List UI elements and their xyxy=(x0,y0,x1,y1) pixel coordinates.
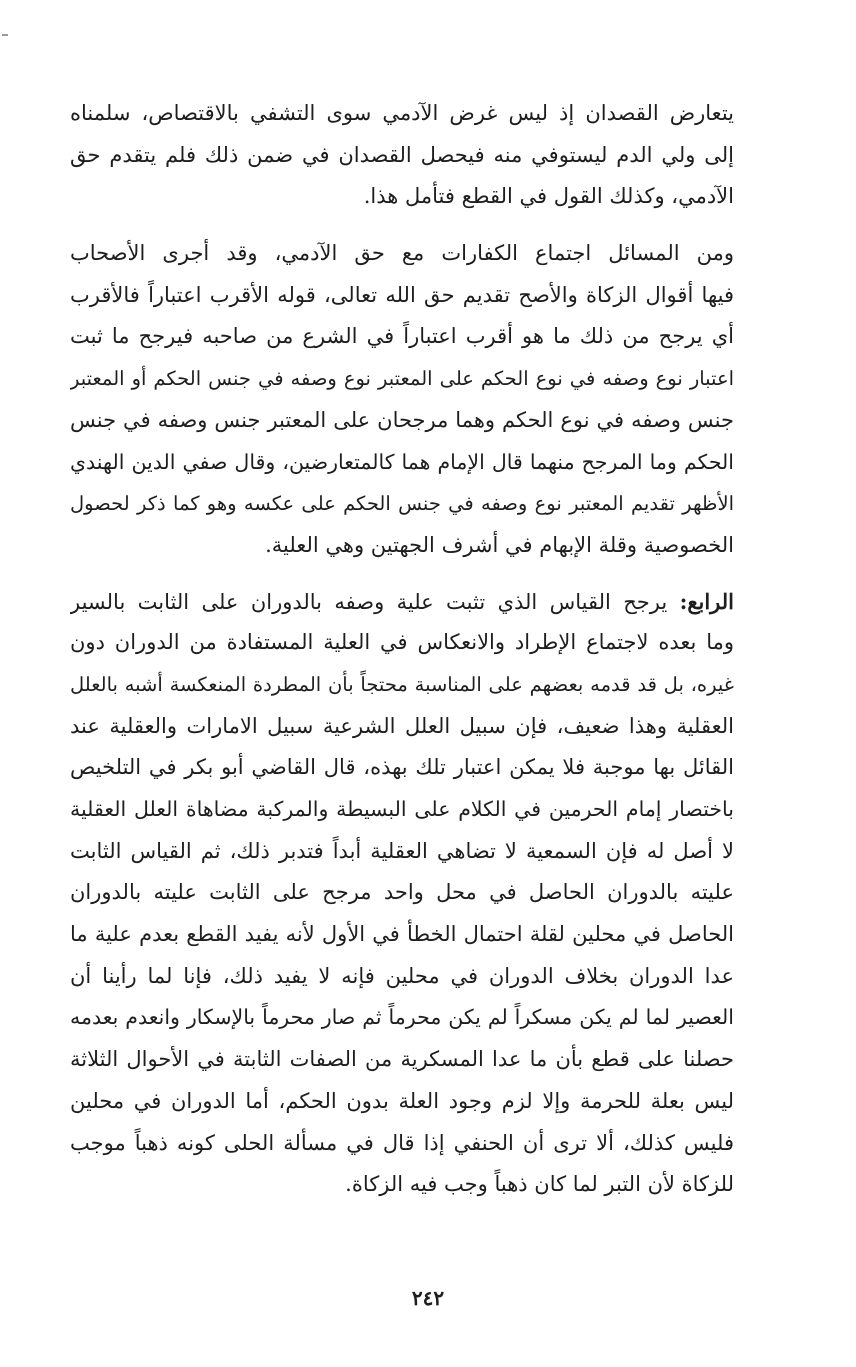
text-line: وما بعده لاجتماع الإطراد والانعكاس في العلية المستفادة من الدوران دون xyxy=(70,630,734,655)
text-line: الخصوصية وقلة الإبهام في أشرف الجهتين وهي العلية. xyxy=(265,532,734,557)
paragraph xyxy=(70,581,734,1206)
text-line: حصلنا على قطع بأن ما عدا المسكرية من الصفات الثابتة في الأحوال الثلاثة xyxy=(70,1047,734,1072)
page-body xyxy=(70,93,734,1206)
text-line: للزكاة لأن التبر لما كان ذهباً وجب فيه الزكاة. xyxy=(345,1172,734,1197)
paragraph xyxy=(70,93,734,218)
text-line: العصير لما لم يكن مسكراً لم يكن محرماً ثم صار محرماً بالإسكار وانعدم بعدمه xyxy=(70,1005,734,1030)
text-line xyxy=(70,581,734,623)
text-line: يتعارض القصدان إذ ليس غرض الآدمي سوى التشفي بالاقتصاص، سلمناه xyxy=(70,101,734,125)
text-line: الآدمي، وكذلك القول في القطع فتأمل هذا. xyxy=(363,184,734,209)
text-line: اعتبار نوع وصفه في نوع الحكم على المعتبر نوع وصفه في جنس الحكم أو المعتبر xyxy=(70,367,734,391)
section-heading: الرابع: xyxy=(679,588,734,614)
text-line: العقلية وهذا ضعيف، فإن سبيل العلل الشرعية سبيل الامارات والعقلية عند xyxy=(70,713,734,738)
text-line: جنس وصفه في نوع الحكم وهما مرجحان على المعتبر جنس وصفه في جنس xyxy=(70,407,734,432)
text-line: عدا الدوران بخلاف الدوران في محلين فإنه لا يفيد ذلك، فإنا لما رأينا أن xyxy=(70,963,734,988)
paragraph-gap xyxy=(70,567,734,581)
text-line: الحكم وما المرجح منهما قال الإمام هما كالمتعارضين، وقال صفي الدين الهندي xyxy=(70,449,734,474)
text-line: الأظهر تقديم المعتبر نوع وصفه في جنس الحكم على عكسه وهو كما ذكر لحصول xyxy=(70,492,734,516)
text-line: فيها أقوال الزكاة والأصح تقديم حق الله تعالى، قوله الأقرب اعتباراً فالأقرب xyxy=(70,282,734,307)
text-line: القائل بها موجبة فلا يمكن اعتبار تلك بهذه، قال القاضي أبو بكر في التلخيص xyxy=(70,755,734,780)
text-line: أي يرجح من ذلك ما هو أقرب اعتباراً في الشرع من صاحبه فيرجح ما ثبت xyxy=(70,324,734,349)
scan-mark xyxy=(2,34,8,36)
heading-line-text: يرجح القياس الذي تثبت علية وصفه بالدوران على الثابت بالسير xyxy=(70,589,680,614)
text-line: إلى ولي الدم ليستوفي منه فيحصل القصدان في ضمن ذلك فلم يتقدم حق xyxy=(70,142,734,167)
text-line: عليته بالدوران الحاصل في محل واحد مرجح على الثابت عليته بالدوران xyxy=(70,880,734,905)
text-line: فليس كذلك، ألا ترى أن الحنفي إذا قال في مسألة الحلى كونه ذهباً موجب xyxy=(70,1130,734,1155)
text-line: لا أصل له فإن السمعية لا تضاهي العقلية أبداً فتدبر ذلك، ثم القياس الثابت xyxy=(70,838,734,863)
paragraph-gap xyxy=(70,218,734,233)
text-line: باختصار إمام الحرمين في الكلام على البسيطة والمركبة مضاهاة العلل العقلية xyxy=(70,797,734,821)
text-line: ليس بعلة للحرمة وإلا لزم وجود العلة بدون الحكم، أما الدوران في محلين xyxy=(70,1088,734,1113)
text-line: ومن المسائل اجتماع الكفارات مع حق الآدمي، وقد أجرى الأصحاب xyxy=(70,241,734,266)
text-line: غيره، بل قد قدمه بعضهم على المناسبة محتجاً بأن المطردة المنعكسة أشبه بالعلل xyxy=(70,672,734,696)
paragraph xyxy=(70,233,734,567)
text-line: الحاصل في محلين لقلة احتمال الخطأ في الأول لأنه يفيد القطع بعدم علية ما xyxy=(70,922,734,947)
page-number: ٢٤٢ xyxy=(411,1286,445,1310)
